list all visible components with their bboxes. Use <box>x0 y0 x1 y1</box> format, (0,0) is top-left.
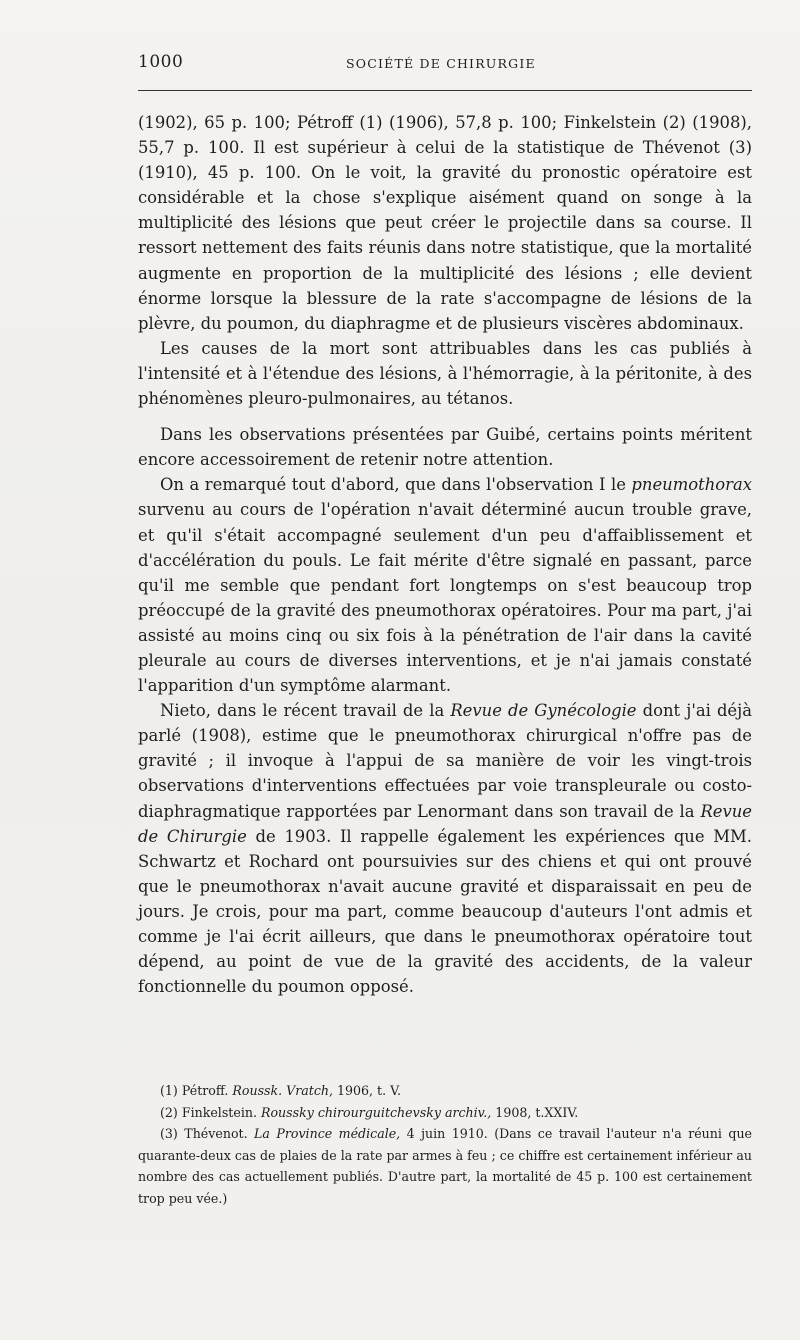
footnote-3-italic: La Province médicale, <box>254 1126 401 1142</box>
running-head: SOCIÉTÉ DE CHIRURGIE <box>346 56 536 71</box>
footnote-1-number: (1) <box>160 1083 178 1098</box>
footnote-3-number: (3) <box>160 1126 178 1142</box>
paragraph-3: Dans les observations présentées par Guibé, certains points méritent encore accessoirement de retenir notre attention. <box>138 425 752 470</box>
footnote-1 <box>138 1080 752 1102</box>
paragraph-4-text-a: On a remarqué tout d'abord, que dans l'observation I le <box>160 475 632 495</box>
footnote-2-italic: Roussky chirourguitchevsky archiv., <box>260 1104 492 1120</box>
paragraph-4 <box>138 472 752 698</box>
footnote-2-number: (2) <box>160 1104 178 1120</box>
page-number: 1000 <box>138 52 184 72</box>
paragraph-5-text-b: dont j'ai déjà parlé (1908), estime que le pneumothorax chirurgical n'offre pas de gravité ; il invoque à l'appui de sa manière de voir les vingt-trois observations d'interventions effectuées par voie transpleurale ou costo-diaphragmatique rapportées par Lenormant dans son travail de la <box>138 701 752 821</box>
paragraph-4-italic: pneumothorax <box>631 475 752 495</box>
header-rule <box>138 90 752 91</box>
footnotes <box>138 1080 752 1210</box>
paragraph-5-text-a: Nieto, dans le récent travail de la <box>160 701 451 721</box>
page-header <box>138 52 752 76</box>
footnote-3-text-a: Thévenot. <box>177 1126 255 1142</box>
footnote-3-text-b: 4 juin 1910. (Dans ce travail l'auteur n'a réuni que quarante-deux cas de plaies de la rate par armes à feu ; ce chiffre est certainement inférieur au nombre des cas actuellement publiés. D'autre part, la mortalité de 45 p. 100 est certainement trop peu vée.) <box>138 1126 753 1206</box>
paragraph-5-italic-2: Revue de Chirurgie <box>138 801 752 846</box>
paragraph-2: Les causes de la mort sont attribuables dans les cas publiés à l'intensité et à l'étendue des lésions, à l'hémorragie, à la péritonite, à des phénomènes pleuro-pulmonaires, au tétanos. <box>138 338 752 409</box>
footnote-2 <box>138 1102 752 1124</box>
paragraph-4-text-b: survenu au cours de l'opération n'avait déterminé aucun trouble grave, et qu'il s'était accompagné seulement d'un peu d'affaiblissement et d'accélération du pouls. Le fait mérite d'être signalé en passant, parce qu'il me semble que pendant fort longtemps on s'est beaucoup trop préoccupé de la gravité des pneumothorax opératoires. Pour ma part, j'ai assisté au moins cinq ou six fois à la pénétration de l'air dans la cavité pleurale au cours de diverses interventions, et je n'ai jamais constaté l'apparition d'un symptôme alarmant. <box>138 500 752 696</box>
paragraph-5-text-c: de 1903. Il rappelle également les expériences que MM. Schwartz et Rochard ont poursuivies sur des chiens et qui ont prouvé que le pneumothorax n'avait aucune gravité et disparaissait en peu de jours. Je crois, pour ma part, comme beaucoup d'auteurs l'ont admis et comme je l'ai écrit ailleurs, que dans le pneumothorax opératoire tout dépend, au point de vue de la gravité des accidents, de la valeur fonctionnelle du poumon opposé. <box>138 826 752 997</box>
paragraph-5-italic-1: Revue de Gynécologie <box>450 701 637 721</box>
footnote-2-text-b: 1908, t.XXIV. <box>491 1104 579 1120</box>
footnote-2-text-a: Finkelstein. <box>177 1104 261 1120</box>
paragraph-1: (1902), 65 p. 100; Pétroff (1) (1906), 57,8 p. 100; Finkelstein (2) (1908), 55,7 p. 100. Il est supérieur à celui de la statistique de Thévenot (3) (1910), 45 p. 100. On le voit, la gravité du pronostic opératoire est considérable et la chose s'explique aisément quand on songe à la multiplicité des lésions que peut créer le projectile dans sa course. Il ressort nettement des faits réunis dans notre statistique, que la mortalité augmente en proportion de la multiplicité des lésions ; elle devient énorme lorsque la blessure de la rate s'accompagne de lésions de la plèvre, du poumon, du diaphragme et de plusieurs viscères abdominaux. <box>138 113 752 333</box>
footnote-1-text-a: Pétroff. <box>177 1083 233 1098</box>
footnote-1-text-b: 1906, t. V. <box>332 1083 402 1098</box>
footnote-3 <box>138 1123 752 1209</box>
body-text <box>138 110 752 999</box>
paragraph-5 <box>138 698 752 999</box>
footnote-1-italic: Roussk. Vratch, <box>232 1083 333 1098</box>
